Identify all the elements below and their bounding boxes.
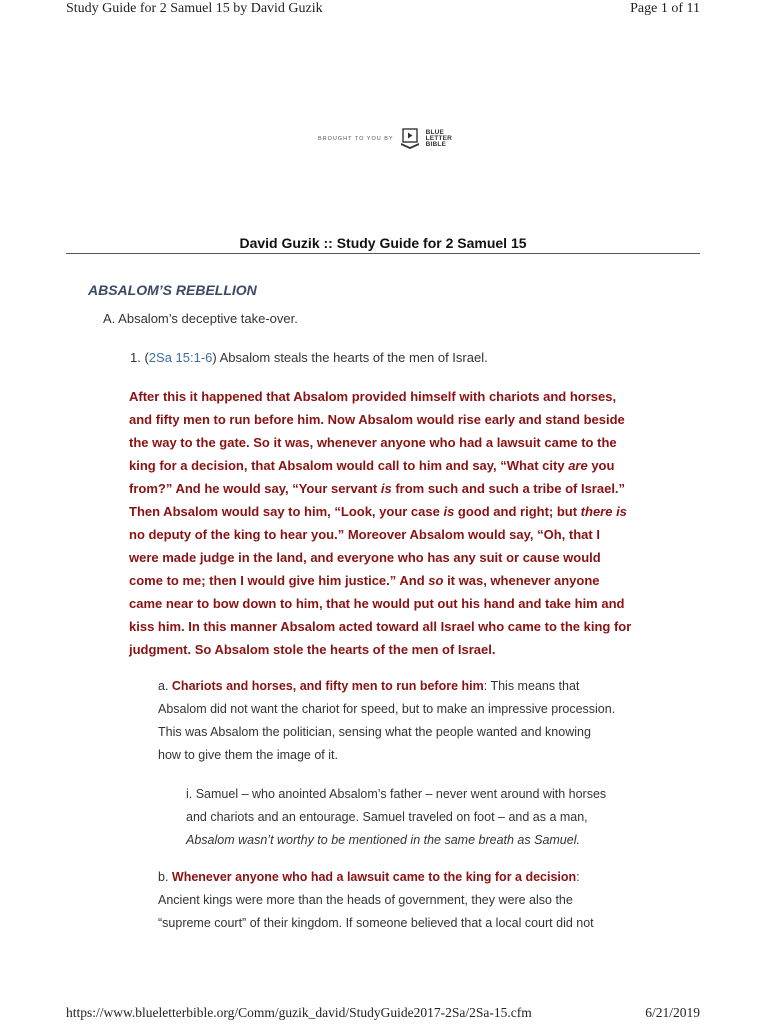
page-number: Page 1 of 11	[630, 1, 700, 16]
note-line: This was Absalom the politician, sensing what the people wanted and knowing	[158, 725, 591, 739]
outline-item-a: A. Absalom’s deceptive take-over.	[103, 311, 298, 326]
note-line	[158, 866, 594, 889]
scripture-text: and fifty men to run before him. Now Absalom would rise early and stand beside	[129, 412, 625, 427]
scripture-text: came near to bow down to him, that he would put out his hand and take him and	[129, 596, 625, 611]
scripture-text: king for a decision, that Absalom would call to him and say, “What city	[129, 458, 569, 473]
note-italic-text: Absalom wasn’t worthy to be mentioned in the same breath as Samuel.	[186, 833, 580, 847]
scripture-text: good and right; but	[454, 504, 581, 519]
commentary-note-b	[158, 866, 594, 935]
note-marker: a.	[158, 679, 172, 693]
brand-name-line: BLUE	[425, 129, 445, 136]
scripture-italic-text: is	[443, 504, 455, 519]
page-url: https://www.blueletterbible.org/Comm/guzik_david/StudyGuide2017-2Sa/2Sa-15.cfm	[66, 1005, 532, 1020]
note-line: “supreme court” of their kingdom. If someone believed that a local court did not	[158, 916, 594, 930]
open-book-icon	[400, 128, 420, 150]
print-header	[66, 1, 700, 17]
scripture-italic-text: so	[428, 573, 444, 588]
scripture-text: no deputy of the king to hear you.” Moreover Absalom would say, “Oh, that I	[129, 527, 600, 542]
brand-name	[426, 130, 452, 148]
scripture-line	[129, 638, 674, 661]
commentary-note-a	[158, 675, 615, 767]
note-quote: Whenever anyone who had a lawsuit came to the king for a decision	[171, 870, 577, 884]
scripture-line	[129, 546, 674, 569]
scripture-text: you	[587, 458, 615, 473]
note-line: Absalom did not want the chariot for speed, but to make an impressive procession.	[158, 702, 616, 716]
title-divider	[66, 253, 700, 254]
note-text: :	[576, 870, 580, 884]
scripture-text: After this it happened that Absalom provided himself with chariots and horses,	[129, 389, 617, 404]
section-heading: ABSALOM’S REBELLION	[88, 282, 257, 298]
document-title: David Guzik :: Study Guide for 2 Samuel 15	[239, 235, 527, 251]
scripture-italic-text: are	[568, 458, 588, 473]
brand-name-line: LETTER	[425, 135, 453, 142]
scripture-text: Then Absalom would say to him, “Look, your case	[129, 504, 444, 519]
scripture-line	[129, 500, 674, 523]
note-line: how to give them the image of it.	[158, 748, 338, 762]
note-line	[186, 829, 606, 852]
note-quote: Chariots and horses, and fifty men to run before him	[171, 679, 484, 693]
note-line: and chariots and an entourage. Samuel traveled on foot – and as a man,	[186, 810, 588, 824]
outline-point-1	[130, 350, 488, 365]
print-footer	[66, 1005, 700, 1021]
scripture-line	[129, 592, 674, 615]
note-line: Ancient kings were more than the heads of government, they were also the	[158, 893, 573, 907]
scripture-reference-link[interactable]: 2Sa 15:1-6	[148, 350, 213, 365]
print-date: 6/21/2019	[645, 1005, 700, 1020]
scripture-line	[129, 477, 674, 500]
scripture-line	[129, 523, 674, 546]
scripture-italic-text: there is	[580, 504, 627, 519]
scripture-text: from such and such a tribe of Israel.”	[391, 481, 626, 496]
note-marker: b.	[158, 870, 172, 884]
brought-to-you-by-label: BROUGHT TO YOU BY	[318, 136, 394, 142]
scripture-text: come to me; then I would give him justice.” And	[129, 573, 429, 588]
scripture-line	[129, 569, 674, 592]
scripture-line	[129, 385, 674, 408]
print-header-title: Study Guide for 2 Samuel 15 by David Guzik	[66, 1, 323, 16]
scripture-line	[129, 615, 674, 638]
note-line: i. Samuel – who anointed Absalom’s father – never went around with horses	[186, 787, 607, 801]
point-number: 1. (	[130, 350, 149, 365]
scripture-passage	[129, 385, 674, 661]
note-text: : This means that	[483, 679, 580, 693]
scripture-line	[129, 454, 674, 477]
scripture-text: were made judge in the land, and everyone who has any suit or cause would	[129, 550, 601, 565]
scripture-line	[129, 431, 674, 454]
scripture-text: the way to the gate. So it was, whenever anyone who had a lawsuit came to the	[129, 435, 617, 450]
scripture-text: judgment. So Absalom stole the hearts of the men of Israel.	[129, 642, 496, 657]
brand-name-line: BIBLE	[425, 141, 447, 148]
note-line	[158, 675, 615, 698]
scripture-italic-text: is	[380, 481, 392, 496]
blue-letter-bible-logo[interactable]	[318, 128, 452, 150]
scripture-text: kiss him. In this manner Absalom acted toward all Israel who came to the king for	[129, 619, 632, 634]
point-text: ) Absalom steals the hearts of the men of Israel.	[212, 350, 488, 365]
commentary-note-i	[186, 783, 606, 852]
scripture-line	[129, 408, 674, 431]
scripture-text: it was, whenever anyone	[443, 573, 600, 588]
scripture-text: from?” And he would say, “Your servant	[129, 481, 381, 496]
